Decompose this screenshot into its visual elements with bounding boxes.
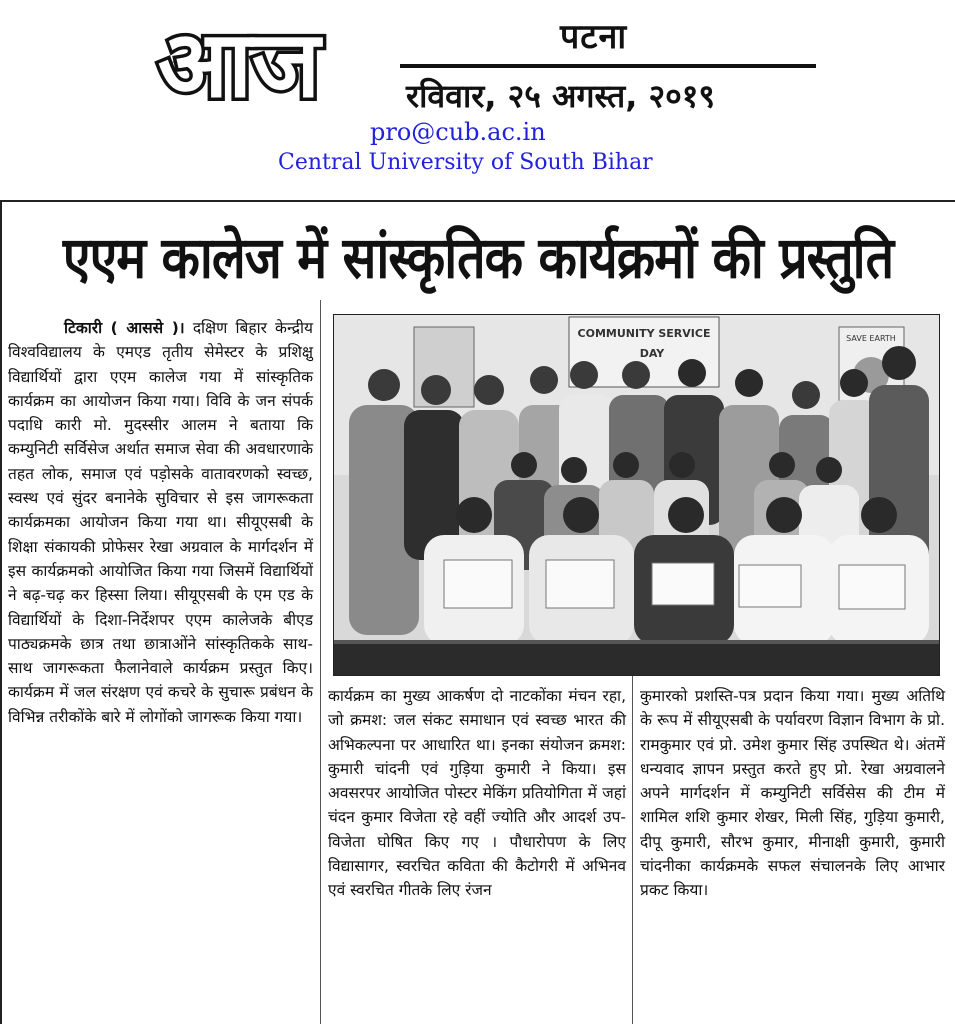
- article-frame-left: [0, 200, 2, 1024]
- contact-email: pro@cub.ac.in: [370, 118, 546, 146]
- university-name: Central University of South Bihar: [278, 150, 653, 175]
- city-name: पटना: [560, 17, 628, 57]
- article-photo: [333, 314, 940, 676]
- issue-date: रविवार, २५ अगस्त, २०१९: [406, 77, 716, 115]
- article-column-1-text: दक्षिण बिहार केन्द्रीय विश्वविद्यालय के एमएड तृतीय सेमेस्टर के प्रशिक्षु विद्यार्थियों द्वारा एएम कालेज गया में सांस्कृतिक कार्यक्रम का आयोजन किया गया। विवि के जन संपर्क पदाधि कारी मो. मुदस्सीर आलम ने बताया कि कम्युनिटी सर्विसेज अर्थात समाज सेवा की अवधारणाके तहत लोक, समाज एवं पड़ोसके वातावरणको स्वच्छ, स्वस्थ एवं सुंदर बनानेके सुविचार से इस जागरूकता कार्यक्रमका आयोजन किया गया था। सीयूएसबी के शिक्षा संकायकी प्रोफेसर रेखा अग्रवाल के मार्गदर्शन में इस कार्यक्रमको आयोजित किया गया जिसमें विद्यार्थियों ने बढ़-चढ़ कर हिस्सा लिया। सीयूएसबी के एम एड के विद्यार्थियों के दिशा-निर्देशपर एएम कालेजके बीएड पाठ्यक्रमके छात्र तथा छात्राओंने सांस्कृतिकके साथ- साथ जागरूकता फैलानेवाले कार्यक्रम प्रस्तुत किए। कार्यक्रम में जल संरक्षण एवं कचरे के सुचारू प्रबंधन के विभिन्न तरीकोंके बारे में लोगोंको जागरूक किया गया।: [8, 319, 313, 726]
- banner-line-1: COMMUNITY SERVICE: [577, 327, 711, 340]
- masthead-rule: [400, 64, 816, 68]
- article-column-1: [8, 316, 313, 729]
- article-column-2: कार्यक्रम का मुख्य आकर्षण दो नाटकोंका मंचन रहा, जो क्रमश: जल संकट समाधान एवं स्वच्छ भारत की अभिकल्पना पर आधारित था। इनका संयोजन क्रमश: कुमारी चांदनी एवं गुड़िया कुमारी ने किया। इस अवसरपर आयोजित पोस्टर मेकिंग प्रतियोगिता में जहां चंदन कुमार विजेता रहे वहीं ज्योति और आदर्श उप-विजेता घोषित किए गए । पौधारोपण के लिए विद्यासागर, स्वरचित कविता की कैटोगरी में अभिनव एवं स्वरचित गीतके लिए रंजन: [328, 687, 626, 900]
- article-dateline: टिकारी ( आससे )।: [64, 319, 185, 337]
- newspaper-logo-text: आज: [157, 18, 321, 110]
- column-divider: [632, 676, 633, 1024]
- group-photo-illustration: [334, 315, 939, 675]
- banner-line-2: DAY: [639, 347, 665, 360]
- poster-text: SAVE EARTH: [846, 334, 896, 343]
- newspaper-logo: [108, 18, 370, 110]
- article-headline: एएम कालेज में सांस्कृतिक कार्यक्रमों की प्रस्तुति: [62, 224, 894, 292]
- article-frame-top: [0, 200, 955, 202]
- article-column-3: कुमारको प्रशस्ति-पत्र प्रदान किया गया। मुख्य अतिथि के रूप में सीयूएसबी के पर्यावरण विज्ञान विभाग के प्रो. रामकुमार एवं प्रो. उमेश कुमार सिंह उपस्थित थे। अंतमें धन्यवाद ज्ञापन प्रस्तुत करते हुए प्रो. रेखा अग्रवालने अपने मार्गदर्शन में कम्युनिटी सर्विसेस की टीम में शामिल शशि कुमार शेखर, मिली सिंह, गुड़िया कुमारी, दीपू कुमारी, सौरभ कुमार, मीनाक्षी कुमारी, कुमारी चांदनीका कार्यक्रमके सफल संचालनके लिए आभार प्रकट किया।: [640, 687, 945, 900]
- column-divider: [320, 300, 321, 1024]
